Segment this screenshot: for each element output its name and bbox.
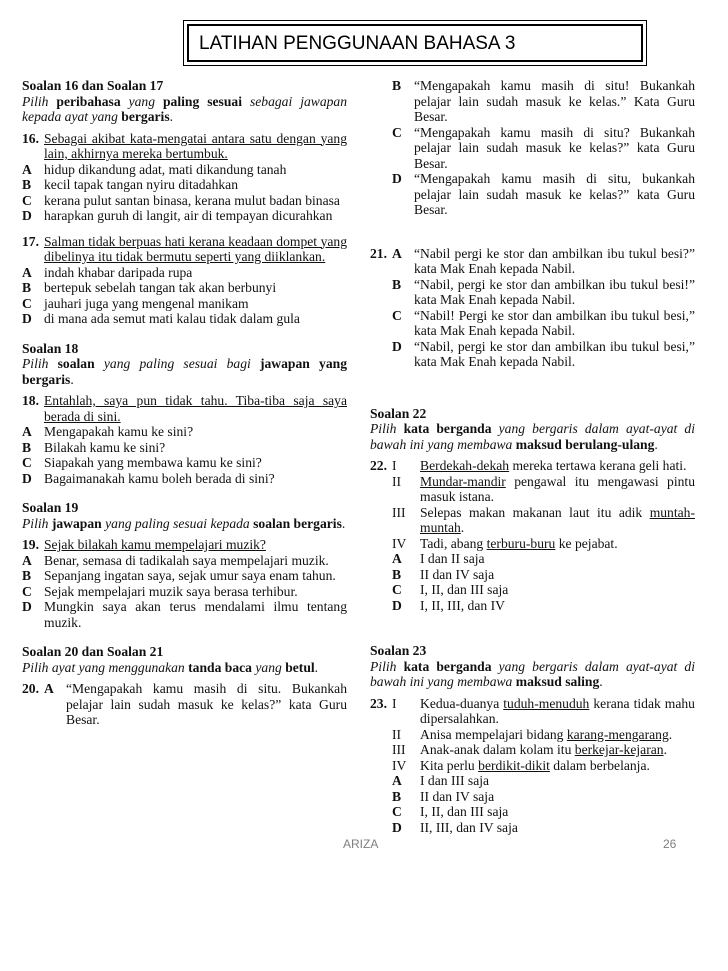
option-23-d[interactable]: D II, III, dan IV saja: [392, 819, 518, 835]
option-19-d[interactable]: D Mungkin saya akan terus mendalami ilmu tentang muzik.: [22, 599, 347, 630]
option-23-c[interactable]: C I, II, dan III saja: [392, 804, 509, 819]
title-box: [183, 20, 647, 66]
question-17: 17. Salman tidak berpuas hati kerana keadaan dompet yang dibelinya itu tidak bermutu seperti yang diiklankan.: [22, 233, 347, 264]
question-19-text: Sejak bilakah kamu mempelajari muzik?: [44, 537, 266, 552]
instruction-16-17: Pilih peribahasa yang paling sesuai sebagai jawapan kepada ayat yang bergaris.: [22, 93, 348, 124]
option-23-a[interactable]: A I dan III saja: [392, 773, 490, 788]
statement-22-4: IV Tadi, abang terburu-buru ke pejabat.: [392, 535, 618, 551]
option-18-b[interactable]: B Bilakah kamu ke sini?: [22, 439, 166, 455]
option-22-d[interactable]: D I, II, III, dan IV: [392, 597, 505, 613]
statement-22-1: I Berdekah-dekah mereka tertawa kerana geli hati.: [392, 458, 687, 473]
statement-23-4: IV Kita perlu berdikit-dikit dalam berbelanja.: [392, 757, 650, 773]
page-number: 26: [663, 837, 677, 851]
option-17-a[interactable]: A indah khabar daripada rupa: [22, 264, 193, 280]
option-16-b[interactable]: B kecil tapak tangan nyiru ditadahkan: [22, 177, 239, 192]
section-heading-20-21: Soalan 20 dan Soalan 21: [22, 644, 164, 659]
statement-23-3: III Anak-anak dalam kolam itu berkejar-kejaran.: [392, 742, 667, 757]
section-heading-16-17: Soalan 16 dan Soalan 17: [22, 78, 164, 93]
instruction-19: Pilih jawapan yang paling sesuai kepada soalan bergaris.: [22, 515, 346, 531]
option-17-d[interactable]: D di mana ada semut mati kalau tidak dalam gula: [22, 311, 300, 326]
option-21-c[interactable]: C “Nabil! Pergi ke stor dan ambilkan ibu tukul besi,” kata Mak Enah kepada Nabil.: [392, 307, 695, 338]
section-heading-22: Soalan 22: [370, 405, 427, 421]
statement-22-2: II Mundar-mandir pengawal itu mengawasi pintu masuk istana.: [392, 473, 695, 504]
question-23: 23. I Kedua-duanya tuduh-menuduh kerana tidak mahu dipersalahkan. II Anisa mempelajari bidang karang-mengarang. III Anak-anak dalam kolam itu berkejar-kejaran. IV Kita perlu berdikit-dikit dalam berbelanja. A I dan III saja B II dan IV saja C I, II, dan III saja D II, III, dan IV saja: [370, 695, 695, 835]
option-17-b[interactable]: B bertepuk sebelah tangan tak akan berbunyi: [22, 280, 277, 295]
section-heading-19: Soalan 19: [22, 500, 79, 515]
instruction-18: Pilih soalan yang paling sesuai bagi jawapan yang bergaris.: [22, 356, 347, 387]
question-17-text: Salman tidak berpuas hati kerana keadaan dompet yang dibelinya itu tidak bermutu seperti yang diiklankan.: [44, 233, 347, 264]
section-heading-18: Soalan 18: [22, 340, 79, 356]
option-23-b[interactable]: B II dan IV saja: [392, 788, 495, 804]
option-22-c[interactable]: C I, II, dan III saja: [392, 582, 509, 597]
option-17-c[interactable]: C jauhari juga yang mengenal manikam: [22, 295, 249, 311]
option-19-c[interactable]: C Sejak mempelajari muzik saya berasa terhibur.: [22, 583, 298, 599]
instruction-22: Pilih kata berganda yang bergaris dalam ayat-ayat di bawah ini yang membawa maksud berulang-ulang.: [370, 421, 696, 452]
section-heading-23: Soalan 23: [370, 643, 427, 658]
option-16-d[interactable]: D harapkan guruh di langit, air di tempayan dicurahkan: [22, 208, 333, 223]
instruction-20-21: Pilih ayat yang menggunakan tanda baca yang betul.: [22, 659, 319, 675]
option-22-b[interactable]: B II dan IV saja: [392, 566, 495, 582]
option-21-d[interactable]: D “Nabil, pergi ke stor dan ambilkan ibu tukul besi,” kata Mak Enah kepada Nabil.: [392, 338, 695, 369]
footer-author: ARIZA: [343, 837, 379, 851]
option-16-a[interactable]: A hidup dikandung adat, mati dikandung tanah: [22, 161, 287, 177]
page-title: LATIHAN PENGGUNAAN BAHASA 3: [187, 24, 643, 62]
option-20-c[interactable]: C “Mengapakah kamu masih di situ? Bukankah pelajar lain sudah masuk ke kelas?” kata Guru Besar.: [392, 124, 695, 171]
option-19-a[interactable]: A Benar, semasa di tadikalah saya mempelajari muzik.: [22, 552, 329, 568]
question-18-text: Entahlah, saya pun tidak tahu. Tiba-tiba saja saya berada di sini.: [44, 393, 347, 424]
option-22-a[interactable]: A I dan II saja: [392, 551, 485, 566]
question-16: 16. Sebagai akibat kata-mengatai antara satu dengan yang lain, akhirnya mereka bertumbuk.: [22, 130, 347, 161]
question-20-option-a[interactable]: 20. A “Mengapakah kamu masih di situ. Bukankah pelajar lain sudah masuk ke kelas?” kata Guru Besar.: [22, 681, 347, 727]
option-20-b[interactable]: B “Mengapakah kamu masih di situ! Bukankah pelajar lain sudah masuk ke kelas.” Kata Guru Besar.: [392, 78, 695, 124]
statement-23-1: I Kedua-duanya tuduh-menuduh kerana tidak mahu dipersalahkan.: [392, 695, 695, 726]
option-18-a[interactable]: A Mengapakah kamu ke sini?: [22, 424, 194, 439]
question-19: 19. Sejak bilakah kamu mempelajari muzik?: [22, 537, 266, 552]
question-16-text: Sebagai akibat kata-mengatai antara satu dengan yang lain, akhirnya mereka bertumbuk.: [44, 130, 347, 161]
instruction-23: Pilih kata berganda yang bergaris dalam ayat-ayat di bawah ini yang membawa maksud saling.: [370, 658, 696, 689]
question-18: 18. Entahlah, saya pun tidak tahu. Tiba-tiba saja saya berada di sini.: [22, 393, 347, 424]
option-16-c[interactable]: C kerana pulut santan binasa, kerana mulut badan binasa: [22, 192, 340, 208]
option-19-b[interactable]: B Sepanjang ingatan saya, sejak umur saya enam tahun.: [22, 568, 336, 583]
statement-23-2: II Anisa mempelajari bidang karang-mengarang.: [392, 726, 673, 742]
question-22: 22. I Berdekah-dekah mereka tertawa kerana geli hati. II Mundar-mandir pengawal itu mengawasi pintu masuk istana. III Selepas makan makanan laut itu adik muntah-muntah. IV Tadi, abang terburu-buru ke pejabat. A I dan II saja B II dan IV saja C I, II, dan III saja D I, II, III, dan IV: [370, 458, 695, 613]
option-18-d[interactable]: D Bagaimanakah kamu boleh berada di sini?: [22, 470, 275, 486]
right-column: [370, 78, 695, 835]
left-column: [22, 78, 347, 728]
option-21-b[interactable]: B “Nabil, pergi ke stor dan ambilkan ibu tukul besi!” kata Mak Enah kepada Nabil.: [392, 276, 695, 307]
option-18-c[interactable]: C Siapakah yang membawa kamu ke sini?: [22, 455, 262, 470]
statement-22-3: III Selepas makan makanan laut itu adik muntah-muntah.: [392, 504, 695, 535]
question-21-option-a[interactable]: 21. A “Nabil pergi ke stor dan ambilkan ibu tukul besi?” kata Mak Enah kepada Nabil.: [370, 245, 695, 276]
option-20-d[interactable]: D “Mengapakah kamu masih di situ, bukankah pelajar lain sudah masuk ke kelas?” kata Guru Besar.: [392, 171, 695, 217]
